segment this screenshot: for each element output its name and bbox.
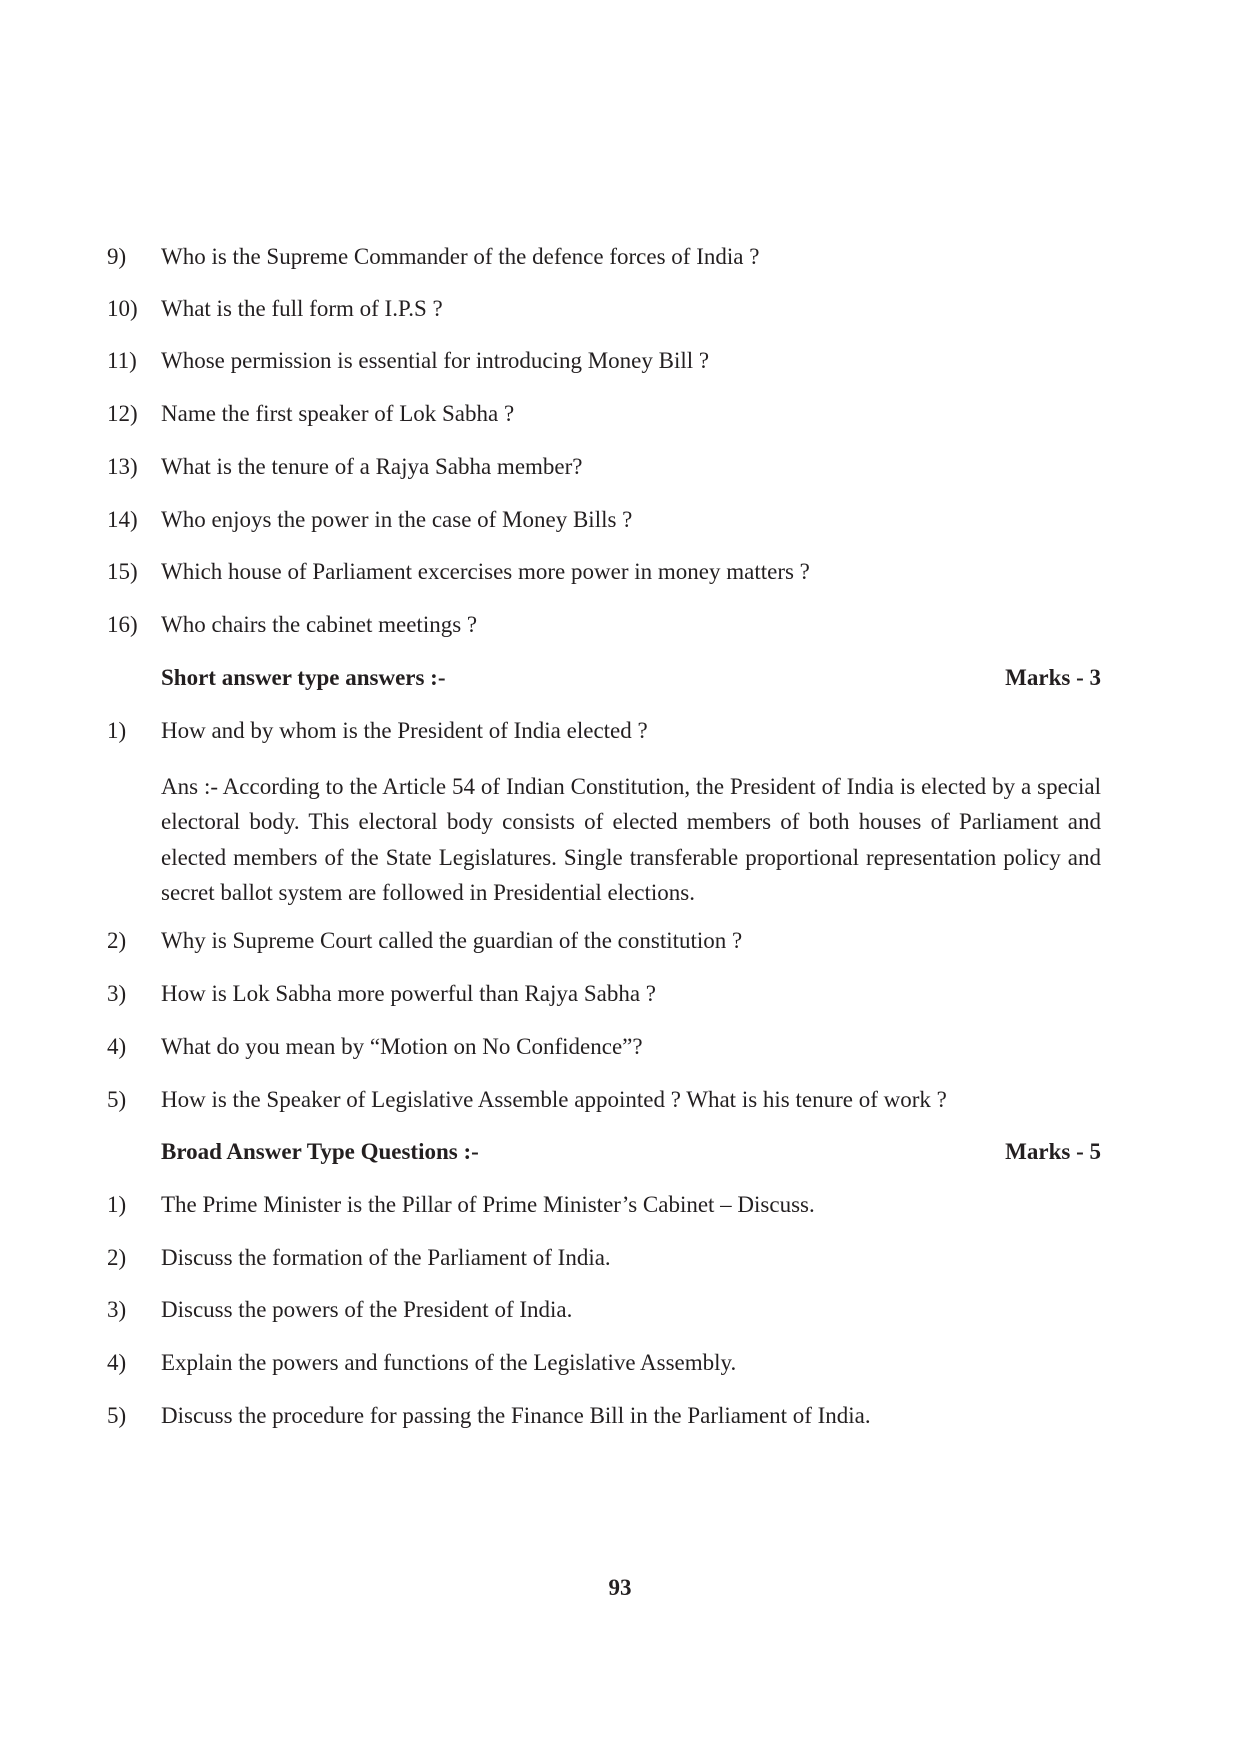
- question-number: 3): [107, 1297, 127, 1322]
- question-number: 15): [107, 559, 138, 584]
- question-text: How and by whom is the President of India elected ?: [161, 718, 648, 743]
- question-number: 2): [107, 928, 127, 953]
- question-text: What is the full form of I.P.S ?: [161, 296, 443, 321]
- question-text: What is the tenure of a Rajya Sabha member?: [161, 454, 583, 479]
- question-number: 12): [107, 401, 138, 426]
- question-number: 2): [107, 1245, 127, 1270]
- question-text: Who chairs the cabinet meetings ?: [161, 612, 478, 637]
- question-text: Discuss the formation of the Parliament of India.: [161, 1245, 611, 1270]
- question-text: Name the first speaker of Lok Sabha ?: [161, 401, 515, 426]
- question-number: 13): [107, 454, 138, 479]
- question-text: Explain the powers and functions of the Legislative Assembly.: [161, 1350, 737, 1375]
- question-text: Who enjoys the power in the case of Money Bills ?: [161, 507, 633, 532]
- question-text: What do you mean by “Motion on No Confidence”?: [161, 1034, 643, 1059]
- question-text: Discuss the powers of the President of India.: [161, 1297, 573, 1322]
- question-text: How is the Speaker of Legislative Assemble appointed ? What is his tenure of work ?: [161, 1087, 947, 1112]
- section-marks: Marks - 5: [1005, 1139, 1101, 1164]
- question-text: Which house of Parliament excercises more power in money matters ?: [161, 559, 810, 584]
- question-number: 11): [107, 348, 137, 373]
- section-title: Short answer type answers :-: [161, 665, 446, 690]
- question-number: 16): [107, 612, 138, 637]
- question-number: 10): [107, 296, 138, 321]
- question-text: Whose permission is essential for introducing Money Bill ?: [161, 348, 710, 373]
- question-number: 5): [107, 1403, 127, 1428]
- section-title: Broad Answer Type Questions :-: [161, 1139, 479, 1164]
- question-text: The Prime Minister is the Pillar of Prime Minister’s Cabinet – Discuss.: [161, 1192, 815, 1217]
- question-text: Why is Supreme Court called the guardian of the constitution ?: [161, 928, 743, 953]
- question-text: How is Lok Sabha more powerful than Rajya Sabha ?: [161, 981, 657, 1006]
- section-heading-broad-answer: [161, 1134, 1101, 1169]
- question-number: 14): [107, 507, 138, 532]
- question-number: 4): [107, 1034, 127, 1059]
- page-number: 93: [608, 1575, 632, 1600]
- question-number: 1): [107, 1192, 127, 1217]
- question-text: Discuss the procedure for passing the Finance Bill in the Parliament of India.: [161, 1403, 871, 1428]
- section-marks: Marks - 3: [1005, 665, 1101, 690]
- question-number: 9): [107, 244, 127, 269]
- question-number: 4): [107, 1350, 127, 1375]
- answer-paragraph: Ans :- According to the Article 54 of Indian Constitution, the President of India is elected by a special electoral body. This electoral body consists of elected members of both houses of Parliament and elected members of the State Legislatures. Single transferable proportional representation policy and secret ballot system are followed in Presidential elections.: [161, 774, 1101, 905]
- question-number: 1): [107, 718, 127, 743]
- question-number: 5): [107, 1087, 127, 1112]
- question-number: 3): [107, 981, 127, 1006]
- section-heading-short-answer: [161, 660, 1101, 695]
- question-text: Who is the Supreme Commander of the defence forces of India ?: [161, 244, 760, 269]
